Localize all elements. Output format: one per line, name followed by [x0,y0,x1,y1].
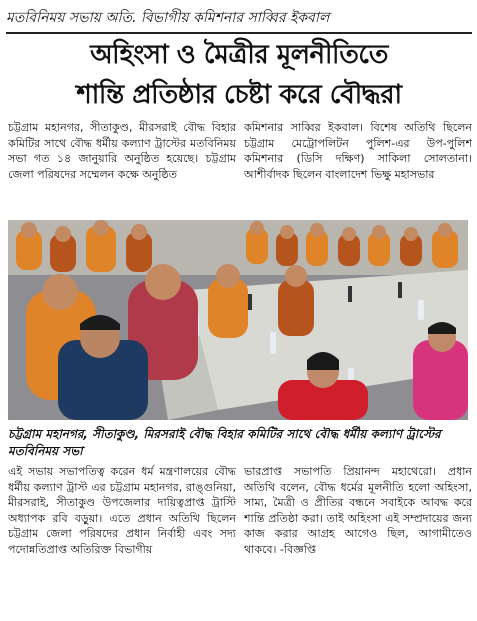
intro-column-left: চট্টগ্রাম মহানগর, সীতাকুণ্ড, মীরসরাই বৌদ্ধ বিহার কমিটির সাথে বৌদ্ধ ধর্মীয় কল্যাণ ট্রাস্টের মতবিনিময় সভা গত ১৪ জানুয়ারি অনুষ্ঠিত হয়েছে। চট্টগ্রাম জেলা পরিষদের সম্মেলন কক্ষে অনুষ্ঠিত [8,121,236,181]
headline-line-1: অহিংসা ও মৈত্রীর মূলনীতিতে [90,40,388,70]
kicker: মতবিনিময় সভায় অতি. বিভাগীয় কমিশনার সাব্বির ইকবাল [6,4,472,34]
photo-caption: চট্টগ্রাম মহানগর, সীতাকুণ্ড, মিরসরাই বৌদ্ধ বিহার কমিটির সাথে বৌদ্ধ ধর্মীয় কল্যাণ ট্রাস্টের মতবিনিময় সভা [8,427,441,458]
intro-column-right: কমিশনার সাব্বির ইকবাল। বিশেষ অতিথি ছিলেন চট্টগ্রাম মেট্রোপলিটন পুলিশ-এর উপ-পুলিশ কমিশনার (ডিসি দক্ষিণ) সাকিলা সোলতানা। আশীর্বাদক ছিলেন বাংলাদেশ ভিক্ষু মহাসভার [244,121,472,181]
meeting-photo-illustration [8,220,468,420]
meeting-photo [8,220,468,420]
headline-line-2: শান্তি প্রতিষ্ঠার চেষ্টা করে বৌদ্ধরা [76,80,402,110]
body-column-left: এই সভায় সভাপতিত্ব করেন ধর্ম মন্ত্রণালয়ের বৌদ্ধ ধর্মীয় কল্যাণ ট্রাস্ট এর চট্টগ্রাম মহানগর, রাঙ্গুনিয়া, মীরসরাই, সীতাকুণ্ড উপজেলার দায়িত্বপ্রাপ্ত ট্রাস্টি অধ্যাপক রবি বড়ুয়া। এতে প্রধান অতিথি ছিলেন চট্টগ্রাম জেলা পরিষদের প্রধান নির্বাহী এবং সদ্য পদোন্নতিপ্রাপ্ত অতিরিক্ত বিভাগীয় [8,465,236,556]
body-column-right: ভারপ্রাপ্ত সভাপতি প্রিয়ানন্দ মহাথেরো। প্রধান অতিথি বলেন, বৌদ্ধ ধর্মের মূলনীতি হলো অহিংসা, সাম্য, মৈত্রী ও প্রীতির বন্ধনে সবাইকে আবদ্ধ করে শান্তি প্রতিষ্ঠা করা। তাই অহিংসা এই সম্প্রদায়ের জন্য কাজ করার আগ্রহ আগেও ছিল, আগামীতেও থাকবে। -বিজ্ঞপ্তি [244,465,472,556]
